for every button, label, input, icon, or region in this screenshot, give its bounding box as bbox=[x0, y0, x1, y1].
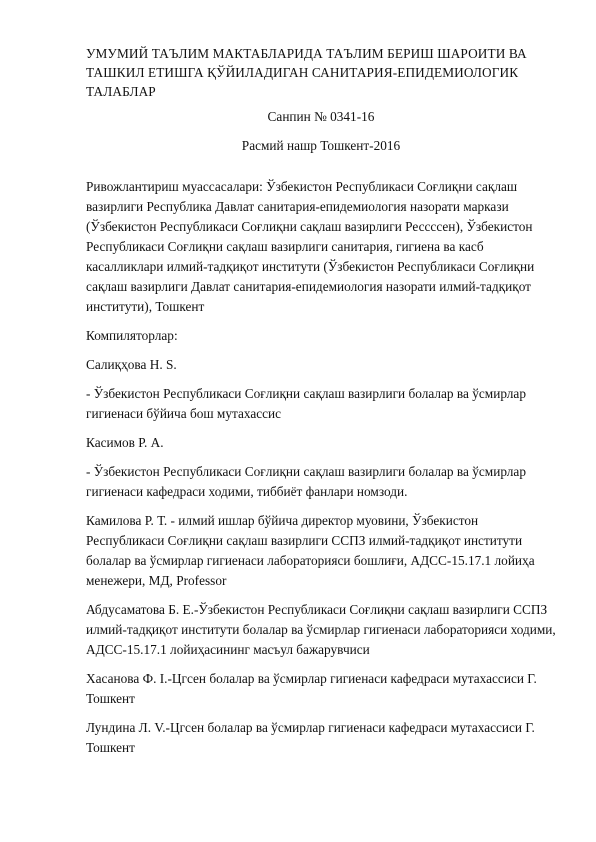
document-title: УМУМИЙ ТАЪЛИМ МАКТАБЛАРИДА ТАЪЛИМ БЕРИШ ШАРОИТИ ВА ТАШКИЛ ЕТИШГА ҚЎЙИЛАДИГАН САНИТАРИЯ-ЕПИДЕМИОЛОГИК ТАЛАБЛАР bbox=[86, 46, 527, 99]
developers-paragraph: Ривожлантириш муассасалари: Ўзбекистон Республикаси Соғлиқни сақлаш вазирлиги Республика Давлат санитария-епидемиология назорати маркази (Ўзбекистон Республикаси Соғлиқни сақлаш вазирлиги Рессссен), Ўзбекистон Республикаси Соғлиқни сақлаш вазирлиги санитария, гигиена ва касб касалликлари илмий-тадқиқот институти (Ўзбекистон Республикаси Соғлиқни сақлаш вазирлиги Давлат санитария-епидемиология назорати илмий-тадқиқот институти), Тошкент bbox=[86, 179, 535, 314]
compiler-entry: - Ўзбекистон Республикаси Соғлиқни сақлаш вазирлиги болалар ва ўсмирлар гигиенаси бўйича бош мутахассис bbox=[86, 386, 526, 421]
compiler-entry: Лундина Л. V.-Цгсен болалар ва ўсмирлар гигиенаси кафедраси мутахассиси Г. Тошкент bbox=[86, 720, 535, 755]
document-page bbox=[86, 44, 556, 767]
compiler-entry: Хасанова Ф. I.-Цгсен болалар ва ўсмирлар гигиенаси кафедраси мутахассиси Г. Тошкент bbox=[86, 671, 537, 706]
compiler-entry: Салиқҳова Н. S. bbox=[86, 357, 177, 372]
compilers-label: Компиляторлар: bbox=[86, 328, 178, 343]
edition-info: Расмий нашр Тошкент-2016 bbox=[241, 138, 401, 153]
compiler-entry: Абдусаматова Б. Е.-Ўзбекистон Республикаси Соғлиқни сақлаш вазирлиги ССПЗ илмий-тадқиқот институти болалар ва ўсмирлар гигиенаси лабораторияси ходими, АДСС-15.17.1 лойиҳасининг масъул бажарувчиси bbox=[86, 602, 556, 657]
compiler-entry: - Ўзбекистон Республикаси Соғлиқни сақлаш вазирлиги болалар ва ўсмирлар гигиенаси кафедраси ходими, тиббиёт фанлари номзоди. bbox=[86, 464, 526, 499]
compiler-entry: Камилова Р. Т. - илмий ишлар бўйича директор муовини, Ўзбекистон Республикаси Соғлиқни сақлаш вазирлиги ССПЗ илмий-тадқиқот институти болалар ва ўсмирлар гигиенаси лабораторияси бошлиғи, АДСС-15.17.1 лойиҳа менежери, МД, Professor bbox=[86, 513, 535, 588]
sanpin-number: Санпин № 0341-16 bbox=[267, 109, 375, 124]
compiler-entry: Касимов Р. А. bbox=[86, 435, 164, 450]
